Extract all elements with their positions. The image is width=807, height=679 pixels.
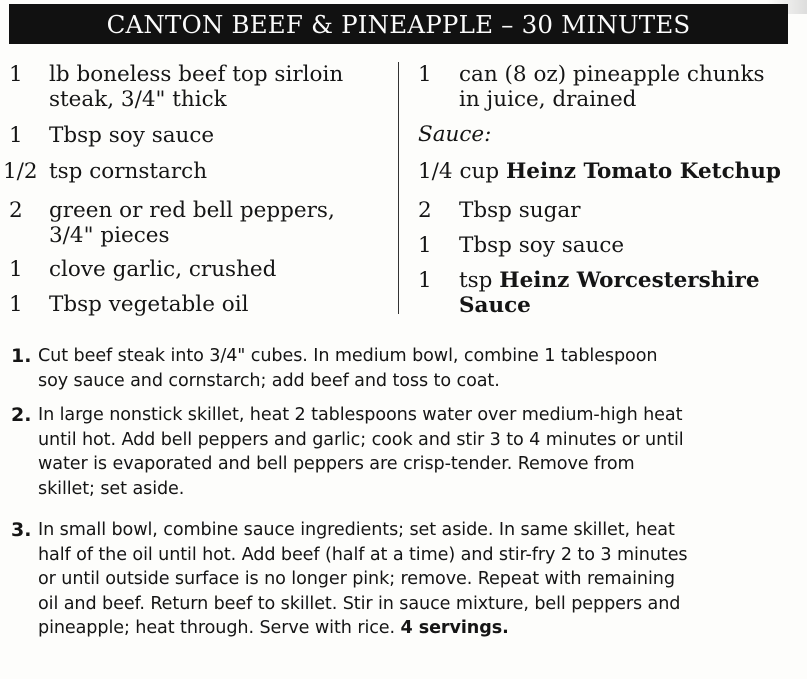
ingredient-qty: 2 bbox=[9, 198, 23, 223]
ingredient-qty bbox=[418, 159, 781, 184]
ingredient-desc bbox=[459, 62, 765, 112]
ingredient-desc bbox=[49, 198, 335, 248]
step-line: until hot. Add bell peppers and garlic; cook and stir 3 to 4 minutes or until bbox=[38, 429, 684, 450]
ingredient-unit: tsp bbox=[459, 268, 493, 293]
ingredient-qty: 1 bbox=[9, 123, 23, 148]
ingredient-desc: Tbsp soy sauce bbox=[49, 123, 215, 148]
step-line: oil and beef. Return beef to skillet. Stir in sauce mixture, bell peppers and bbox=[38, 593, 681, 614]
ingredient-desc-line: 3/4" pieces bbox=[49, 223, 170, 248]
recipe-title-text: CANTON BEEF & PINEAPPLE – 30 MINUTES bbox=[106, 9, 691, 39]
step-text bbox=[38, 403, 790, 501]
ingredient-desc-line: green or red bell peppers, bbox=[49, 198, 335, 223]
ingredient-desc bbox=[49, 62, 343, 112]
column-divider bbox=[398, 62, 399, 314]
ingredient-qty: 1 bbox=[9, 292, 23, 317]
step-line: Cut beef steak into 3/4" cubes. In medium bowl, combine 1 tablespoon bbox=[38, 346, 658, 366]
step-line: or until outside surface is no longer pink; remove. Repeat with remaining bbox=[38, 569, 675, 590]
ingredient-desc-line: steak, 3/4" thick bbox=[49, 87, 227, 112]
ingredient-qty: 1/2 bbox=[3, 159, 38, 184]
ingredient-brand-name: Heinz Worcestershire bbox=[499, 268, 760, 293]
step-number: 2. bbox=[11, 404, 32, 426]
ingredient-qty: 2 bbox=[418, 198, 432, 223]
step-line: In small bowl, combine sauce ingredients; set aside. In same skillet, heat bbox=[38, 520, 675, 540]
ingredient-qty-value: 1/4 bbox=[418, 159, 453, 184]
ingredient-desc: Tbsp soy sauce bbox=[459, 233, 625, 258]
ingredient-qty: 1 bbox=[9, 257, 23, 282]
ingredient-desc bbox=[459, 268, 760, 318]
step-line: half of the oil until hot. Add beef (half at a time) and stir-fry 2 to 3 minutes bbox=[38, 544, 688, 565]
ingredient-qty: 1 bbox=[418, 62, 432, 87]
step-text bbox=[38, 518, 790, 641]
ingredient-desc-line: lb boneless beef top sirloin bbox=[49, 62, 344, 87]
ingredient-desc: clove garlic, crushed bbox=[49, 257, 277, 282]
ingredient-qty: 1 bbox=[418, 233, 432, 258]
ingredient-desc: Tbsp sugar bbox=[459, 198, 581, 223]
sauce-label: Sauce: bbox=[418, 122, 492, 147]
step-number: 1. bbox=[11, 345, 32, 367]
ingredient-qty: 1 bbox=[9, 62, 23, 87]
step-line: water is evaporated and bell peppers are crisp-tender. Remove from bbox=[38, 454, 635, 475]
step-text bbox=[38, 344, 790, 393]
ingredient-brand-name-line2: Sauce bbox=[459, 293, 531, 318]
recipe-title bbox=[9, 4, 788, 44]
ingredient-desc: tsp cornstarch bbox=[49, 159, 208, 184]
ingredient-unit: cup bbox=[459, 159, 500, 184]
ingredient-desc-line: can (8 oz) pineapple chunks bbox=[459, 62, 765, 87]
step-line: pineapple; heat through. Serve with rice. bbox=[38, 618, 396, 639]
ingredient-desc-line: in juice, drained bbox=[459, 87, 637, 112]
step-line: In large nonstick skillet, heat 2 tablespoons water over medium-high heat bbox=[38, 405, 683, 425]
ingredient-desc: Tbsp vegetable oil bbox=[49, 292, 249, 317]
ingredient-qty: 1 bbox=[418, 268, 432, 293]
step-number: 3. bbox=[11, 519, 32, 541]
ingredient-brand-name: Heinz Tomato Ketchup bbox=[505, 159, 781, 184]
step-line: skillet; set aside. bbox=[38, 478, 185, 499]
step-line: soy sauce and cornstarch; add beef and toss to coat. bbox=[38, 370, 500, 391]
servings: 4 servings. bbox=[400, 618, 509, 639]
